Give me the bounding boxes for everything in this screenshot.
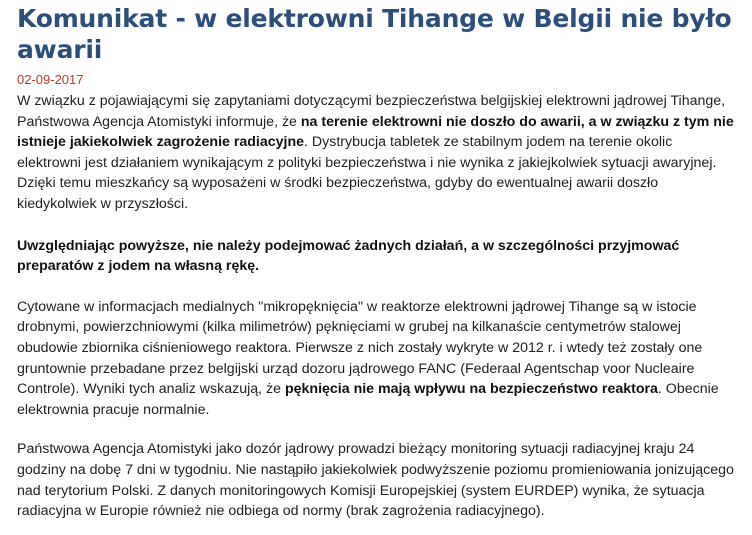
paragraph-1-bold: na terenie elektrowni nie doszło do awarii, a w związku z tym nie istnieje jakiekolwiek zagrożenie radiacyjne xyxy=(17,113,734,151)
paragraph-1-text-b: . Dystrybucja tabletek ze stabilnym jodem na terenie okolic elektrowni jest działaniem wynikającym z polityki bezpieczeństwa i nie wynika z jakiejkolwiek sytuacji awaryjnej. Dzięki temu mieszkańcy są wyposażeni w środki bezpieczeństwa, gdyby do ewentualnej awarii doszło kiedykolwiek w przyszłości. xyxy=(17,134,717,212)
paragraph-3-text-a: Cytowane w informacjach medialnych "mikropęknięcia" w reaktorze elektrowni jądrowej Tihange są w istocie drobnymi, powierzchniowymi (kilka milimetrów) pęknięciami w grubej na kilkanaście centymetrów stalowej obudowie zbiornika ciśnieniowego reaktora. Pierwsze z nich zostały wykryte w 2012 r. i wtedy też zostały one gruntownie przebadane przez belgijski urząd dozoru jądrowego FANC (Federaal Agentschap voor Nucleaire Controle). Wyniki tych analiz wskazują, że xyxy=(17,298,703,398)
article-date: 02-09-2017 xyxy=(17,72,84,87)
paragraph-3-bold: pęknięcia nie mają wpływu na bezpieczeństwo reaktora xyxy=(284,381,658,398)
paragraph-1 xyxy=(17,91,737,215)
paragraph-2-bold: Uwzględniając powyższe, nie należy podejmować żadnych działań, a w szczególności przyjmować preparatów z jodem na własną rękę. xyxy=(17,237,680,275)
paragraph-1-text-a: W związku z pojawiającymi się zapytaniami dotyczącymi bezpieczeństwa belgijskiej elektrowni jądrowej Tihange, Państwowa Agencja Atomistyki informuje, że xyxy=(17,93,726,130)
paragraph-2 xyxy=(17,236,737,277)
paragraph-4 xyxy=(17,439,737,521)
paragraph-3 xyxy=(17,297,737,421)
article xyxy=(17,0,737,522)
article-title: Komunikat - w elektrowni Tihange w Belgii nie było awarii xyxy=(17,4,732,64)
paragraph-3-text-b: . Obecnie elektrownia pracuje normalnie. xyxy=(17,381,719,418)
paragraph-4-text: Państwowa Agencja Atomistyki jako dozór jądrowy prowadzi bieżący monitoring sytuacji radiacyjnej kraju 24 godziny na dobę 7 dni w tygodniu. Nie nastąpiło jakiekolwiek podwyższenie poziomu promieniowania jonizującego nad terytorium Polski. Z danych monitoringowych Komisji Europejskiej (system EURDEP) wynika, że sytuacja radiacyjna w Europie również nie odbiega od normy (brak zagrożenia radiacyjnego). xyxy=(17,441,734,520)
